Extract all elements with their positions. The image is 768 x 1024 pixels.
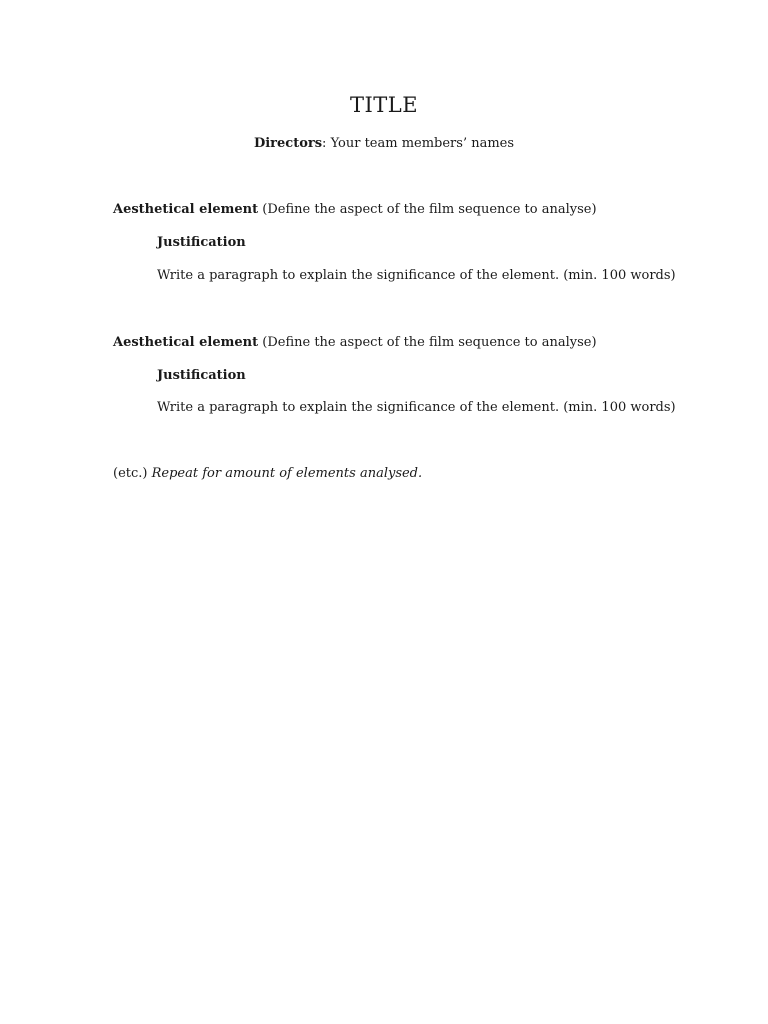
justification-label-2 [157,368,246,384]
footer-note-italic: Repeat for amount of elements analysed. [151,466,423,481]
element-heading-bold: Aesthetical element [113,335,259,350]
justification-label-text: Justification [157,235,246,250]
element-heading-2 [113,335,597,351]
element-heading-rest: (Define the aspect of the film sequence to analyse) [258,335,597,350]
footer-note-prefix: (etc.) [113,466,152,481]
directors-line [0,136,768,152]
element-heading-rest: (Define the aspect of the film sequence to analyse) [258,202,597,217]
justification-label-1 [157,235,246,251]
element-heading-1 [113,202,597,218]
justification-label-text: Justification [157,368,246,383]
justification-paragraph-2: Write a paragraph to explain the significance of the element. (min. 100 words) [157,400,676,415]
footer-note [113,466,422,482]
directors-separator: : [322,136,327,151]
directors-value: Your team members’ names [326,136,515,151]
document-title: TITLE [349,93,419,117]
element-heading-bold: Aesthetical element [113,202,259,217]
directors-label: Directors [253,136,323,151]
justification-paragraph-1: Write a paragraph to explain the significance of the element. (min. 100 words) [157,268,676,283]
